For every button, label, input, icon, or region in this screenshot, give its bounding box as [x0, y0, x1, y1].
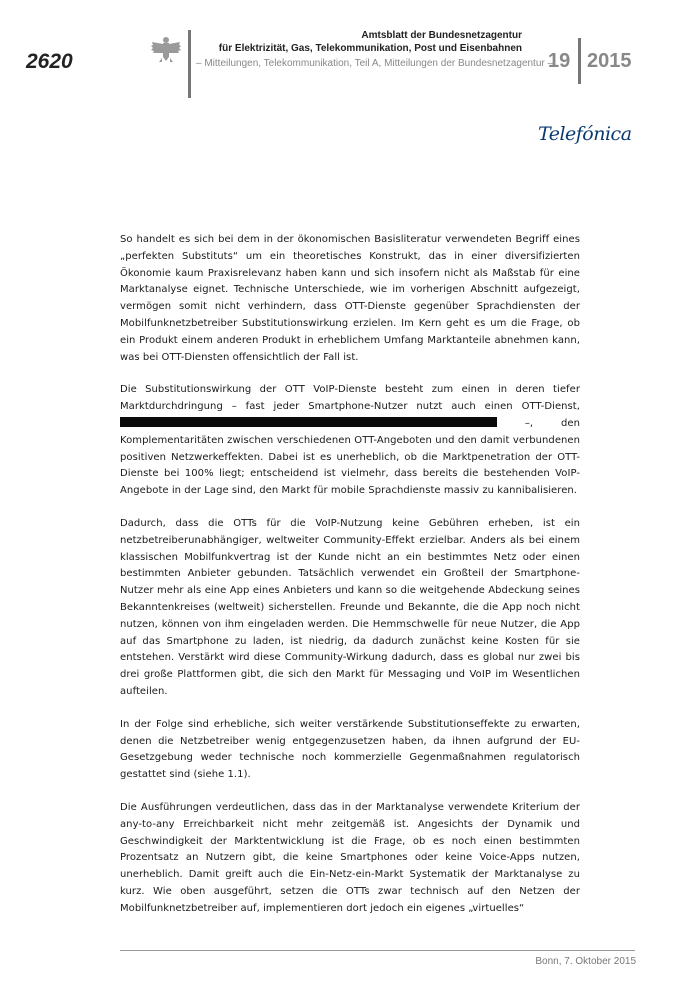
gazette-title — [200, 30, 522, 55]
paragraph-2-start: Die Substitutionswirkung der OTT VoIP-Dienste besteht zum einen in deren tiefer Marktdurchdringung – fast jeder Smartphone-Nutzer nutzt auch einen OTT-Dienst, — [120, 384, 580, 413]
document-body — [120, 232, 580, 933]
page-number: 2620 — [26, 50, 73, 73]
paragraph-2 — [120, 382, 580, 500]
paragraph-4: In der Folge sind erhebliche, sich weiter verstärkende Substitutionseffekte zu erwarten, denen die Netzbetreiber wenig entgegenzusetzen haben, da ihnen aufgrund der EU-Gesetzgebung weder technische noch kommerzielle Gegenmaßnahmen regulatorisch gestattet sind (siehe 1.1). — [120, 718, 580, 781]
gazette-subtitle: – Mitteilungen, Telekommunikation, Teil A, Mitteilungen der Bundesnetzagentur – — [196, 58, 554, 69]
paragraph-1: So handelt es sich bei dem in der ökonomischen Basisliteratur verwendeten Begriff eines „perfekten Substituts“ um ein theoretisches Konstrukt, das in einer diversifizierten Ökonomie kaum Praxisrelevanz haben kann und sich insofern nicht als Maßstab für eine Marktanalyse eignet. Technische Unterschiede, wie im vorherigen Abschnitt aufgezeigt, vermögen somit nicht verhindern, dass OTT-Dienste gegenüber Sprachdiensten der Mobilfunknetzbetreiber Substitutionswirkung erzielen. Im Kern geht es um die Frage, ob ein Produkt einem anderen Produkt in erheblichem Umfang Marktanteile abnehmen kann, was bei OTT-Diensten offensichtlich der Fall ist. — [120, 234, 580, 363]
federal-eagle-icon — [150, 34, 182, 66]
footer-place-date: Bonn, 7. Oktober 2015 — [535, 956, 636, 967]
gazette-title-line2: für Elektrizität, Gas, Telekommunikation, Post und Eisenbahnen — [218, 42, 522, 54]
issue-number: 19 — [548, 50, 571, 72]
paragraph-3: Dadurch, dass die OTTs für die VoIP-Nutzung keine Gebühren erheben, ist ein netzbetreiberunabhängiger, weltweiter Community-Effekt erzielbar. Anders als bei einem klassischen Mobilfunkvertrag ist der Kunde nicht an ein bestimmtes Netz oder einen bestimmten Anbieter gebunden. Tatsächlich verwendet ein Großteil der Smartphone-Nutzer mehr als eine App eines Anbieters und kann so die weitgehende Abdeckung seines Bekanntenkreises (weltweit) sicherstellen. Freunde und Bekannte, die die App noch nicht nutzen, können von ihm eingeladen werden. Die Hemmschwelle für neue Nutzer, die App auf das Smartphone zu laden, ist niedrig, da dadurch zunächst keine Kosten für sie entstehen. Verstärkt wird diese Community-Wirkung dadurch, dass es global nur zwei bis drei große Plattformen gibt, die sich den Markt für Messaging und VoIP im Wesentlichen aufteilen. — [120, 517, 580, 697]
telefonica-logo: Telefónica — [538, 123, 632, 145]
paragraph-2-end: –, den Komplementaritäten zwischen verschiedenen OTT-Angeboten und den damit verbundenen positiven Netzwerkeffekten. Dabei ist es unerheblich, ob die Marktpenetration der OTT-Dienste bei 100% liegt; entscheidend ist vielmehr, dass bereits die bestehenden VoIP-Angebote in der Lage sind, den Markt für mobile Sprachdienste massiv zu kannibalisieren. — [120, 417, 580, 497]
header-divider-left — [188, 30, 191, 98]
gazette-title-line1: Amtsblatt der Bundesnetzagentur — [361, 30, 522, 41]
footer-divider — [120, 950, 635, 951]
redaction-bar — [120, 417, 497, 427]
paragraph-5: Die Ausführungen verdeutlichen, dass das in der Marktanalyse verwendete Kriterium der any-to-any Erreichbarkeit nicht mehr zeitgemäß ist. Angesichts der Dynamik und Geschwindigkeit der Marktentwicklung ist die Frage, ob es noch einen bestimmten Prozentsatz an Nutzern gibt, die keine Smartphones oder keine Voice-Apps nutzen, unerheblich. Damit greift auch die Ein-Netz-ein-Markt Systematik der Marktanalyse zu kurz. Wie oben ausgeführt, setzen die OTTs zwar technisch auf den Netzen der Mobilfunknetzbetreiber auf, implementieren dort jedoch ein eigenes „virtuelles“ — [120, 801, 580, 914]
issue-year: 2015 — [587, 50, 632, 72]
header-divider-right — [578, 38, 581, 84]
